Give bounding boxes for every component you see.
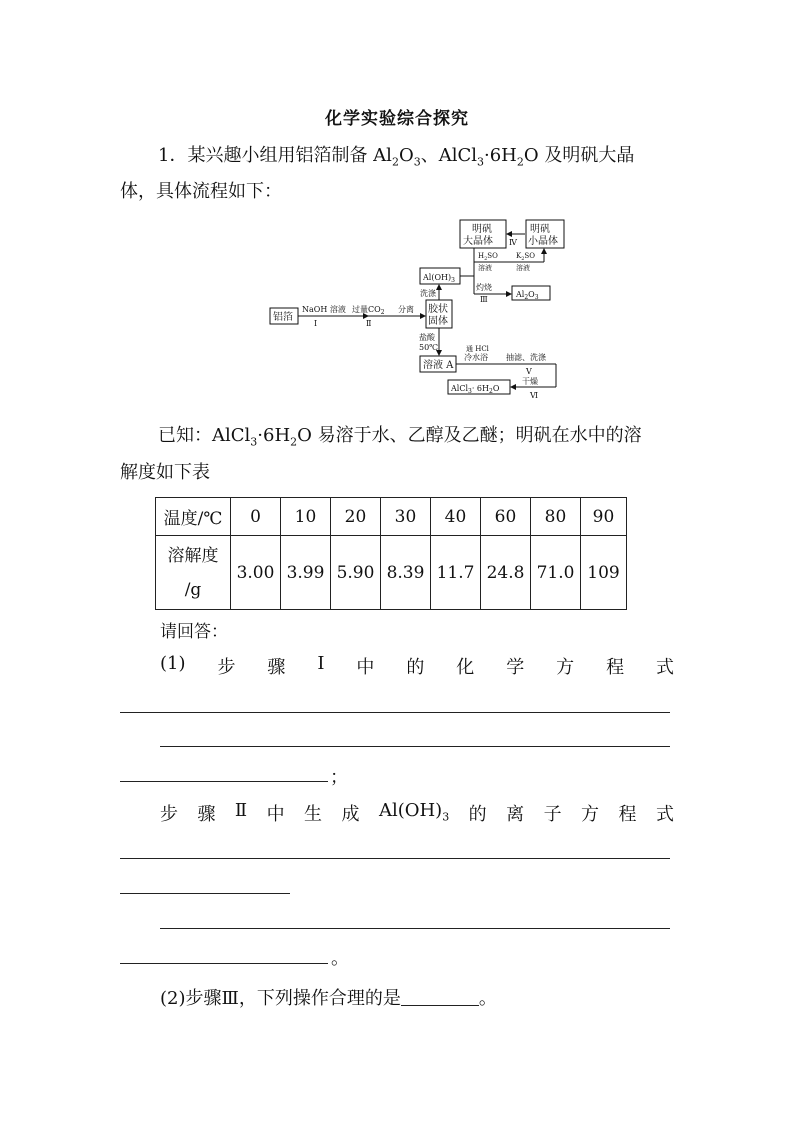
- label-aluminum-foil: 铝箔: [273, 312, 293, 323]
- prompt-char: 步: [217, 657, 236, 678]
- label-dry: 干燥: [522, 377, 538, 386]
- label-colloid-2: 固体: [428, 316, 448, 327]
- question1-part2-prompt: [160, 984, 497, 1010]
- label-aloh3: $Al(OH)_3$: [423, 273, 455, 284]
- table-cell: 3.99: [281, 536, 331, 610]
- known-line2: 解度如下表: [120, 462, 210, 483]
- prompt-char: 中: [266, 804, 285, 825]
- label-step3: Ⅲ: [480, 295, 488, 304]
- subscript: 3: [250, 435, 258, 449]
- prompt-char: 子: [543, 804, 562, 825]
- subscript: 3: [413, 155, 421, 169]
- known-text: O 易溶于水、乙醇及乙醚；明矾在水中的溶: [297, 425, 642, 446]
- prompt-char: 成: [341, 804, 360, 825]
- prompt-char: 中: [356, 657, 375, 678]
- period: 。: [331, 948, 349, 969]
- subscript: 2: [290, 435, 298, 449]
- answer-line[interactable]: [120, 963, 328, 964]
- label-step1: Ⅰ: [314, 319, 318, 328]
- prompt-char: 的: [406, 657, 425, 678]
- subscript: 3: [442, 810, 450, 824]
- table-cell: 0: [231, 498, 281, 536]
- known-text: ·6H: [257, 425, 291, 446]
- ask-prompt: 请回答：: [160, 622, 228, 642]
- label-cold-bath: 冷水浴: [464, 353, 488, 362]
- prompt-char: 方: [581, 804, 600, 825]
- label-wash: 洗涤: [420, 289, 436, 298]
- label-pass-hcl: 通 HCl: [466, 345, 489, 353]
- prompt-char: 式: [655, 804, 674, 825]
- prompt-char: 生: [304, 804, 323, 825]
- prompt-char: 骤: [197, 804, 216, 825]
- label-h2so4: $H_2SO$: [478, 252, 498, 262]
- table-cell: 40: [431, 498, 481, 536]
- subscript: 2: [516, 155, 524, 169]
- prompt-text: (2)步骤Ⅲ，下列操作合理的是: [160, 988, 401, 1009]
- label-h2so4-solution: 溶液: [478, 264, 492, 272]
- table-header-temperature: 温度/℃: [156, 498, 231, 536]
- table-row-solubility: [156, 536, 627, 610]
- table-cell: 80: [531, 498, 581, 536]
- prompt-char: 步: [160, 804, 178, 825]
- question1-intro-line1: [158, 140, 634, 178]
- table-cell: 90: [581, 498, 627, 536]
- prompt-char: (1): [160, 653, 186, 674]
- label-hcl-acid: 盐酸: [419, 333, 435, 342]
- question1-intro-line2: 体，具体流程如下：: [120, 181, 282, 202]
- label-alcl3: AlCl$_3$· $6H_2O$: [451, 384, 500, 395]
- answer-line[interactable]: [120, 712, 670, 713]
- table-cell: 20: [331, 498, 381, 536]
- intro-text: O 及明矾大晶: [523, 145, 635, 166]
- label-al2o3: $Al_2O_3$: [516, 290, 539, 301]
- question1-part1b-prompt: [160, 800, 674, 826]
- label-step5: Ⅴ: [526, 367, 532, 376]
- intro-text: 某兴趣小组用铝箔制备 Al: [187, 145, 392, 166]
- prompt-formula: [379, 800, 449, 826]
- solubility-table: [155, 497, 627, 610]
- label-k2so4: $K_2SO$: [516, 252, 535, 262]
- table-cell: 30: [381, 498, 431, 536]
- label-alum-small-1: 明矾: [530, 224, 550, 235]
- label-colloid-1: 胶状: [428, 304, 448, 315]
- label-alum-large-1: 明矾: [472, 224, 492, 235]
- prompt-char: Ⅰ: [317, 653, 325, 674]
- prompt-char: 程: [618, 804, 637, 825]
- answer-line[interactable]: [160, 928, 670, 929]
- period: 。: [478, 988, 497, 1009]
- label-k2so4-solution: 溶液: [516, 264, 530, 272]
- answer-line[interactable]: [160, 746, 670, 747]
- table-cell: 3.00: [231, 536, 281, 610]
- table-cell: 60: [481, 498, 531, 536]
- prompt-char: 方: [556, 657, 575, 678]
- table-cell: 10: [281, 498, 331, 536]
- intro-text: 、AlCl: [420, 145, 477, 166]
- label-step6: Ⅵ: [530, 391, 539, 400]
- label-alum-small-2: 小晶体: [528, 236, 558, 247]
- table-cell: 24.8: [481, 536, 531, 610]
- label-step2: Ⅱ: [366, 319, 372, 328]
- table-cell: 5.90: [331, 536, 381, 610]
- known-line1: [158, 420, 642, 458]
- table-cell: 8.39: [381, 536, 431, 610]
- intro-text: O: [398, 145, 414, 166]
- table-header-solubility: [156, 536, 231, 610]
- prompt-char: 学: [506, 657, 525, 678]
- answer-line[interactable]: [120, 893, 290, 894]
- label-temp50: 50℃: [419, 343, 439, 352]
- known-text: 已知：AlCl: [158, 425, 251, 446]
- label-naoh: NaOH 溶液: [302, 305, 346, 314]
- label-step4: Ⅳ: [509, 238, 517, 247]
- label-separate: 分离: [398, 305, 414, 314]
- subscript: 2: [391, 155, 399, 169]
- formula-text: Al(OH): [378, 800, 443, 821]
- prompt-char: 程: [606, 657, 625, 678]
- prompt-char: 式: [656, 657, 674, 678]
- prompt-char: 离: [506, 804, 525, 825]
- semicolon: ；: [330, 767, 348, 788]
- label-alum-large-2: 大晶体: [463, 236, 493, 247]
- intro-text: ·6H: [484, 145, 517, 166]
- label-co2: 过量$CO_2$: [352, 305, 385, 316]
- answer-line[interactable]: [120, 858, 670, 859]
- table-cell: 109: [581, 536, 627, 610]
- table-cell: 71.0: [531, 536, 581, 610]
- prompt-char: 化: [456, 657, 475, 678]
- answer-line[interactable]: [120, 781, 328, 782]
- question1-part1-prompt: [160, 653, 674, 679]
- prompt-char: 的: [468, 804, 487, 825]
- page-title: 化学实验综合探究: [325, 109, 469, 129]
- table-cell: 11.7: [431, 536, 481, 610]
- question-number: 1．: [158, 145, 188, 166]
- answer-blank[interactable]: [401, 987, 479, 1006]
- flow-diagram: [268, 212, 568, 404]
- label-filter: 抽滤、洗涤: [506, 353, 546, 362]
- subscript: 3: [477, 155, 484, 169]
- label-solution-a: 溶液 A: [423, 360, 454, 371]
- prompt-char: 骤: [267, 657, 286, 678]
- label-calcine: 灼烧: [476, 283, 492, 292]
- prompt-char: Ⅱ: [234, 800, 248, 821]
- table-row-temperature: [156, 498, 627, 536]
- row-label-line2: /g: [184, 579, 202, 600]
- row-label-line1: 溶解度: [167, 545, 219, 566]
